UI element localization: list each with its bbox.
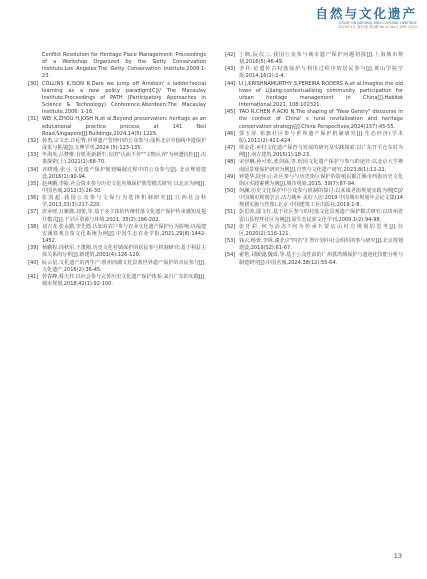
reference-entry [28,245,206,259]
journal-issue-line: 2025年4月 第10卷 第2期 Vol.10 No.2 APR. 2025 [338,25,417,29]
reference-entry [225,109,403,130]
reference-text: 郭玉屏.祁旗社区参与世界遗产保护机制研究[J].生态经济(学术版),2011(2):421-424. [239,130,403,144]
reference-number: [34] [28,166,39,173]
reference-entry [28,116,206,137]
reference-number: [41] [28,273,39,280]
reference-number: [46] [225,130,236,137]
page-number: 13 [393,552,402,560]
reference-text: 彭思涛,邸文红.基于社区参与的村落文化景观遗产保护模式研究:以贵州省雷山县控拜社区为例[J].原生态民族文化学刊,2009,1(2):94-98. [239,209,403,223]
reference-text: 张国超.我国公众参与文保行为选择机制研究[J].江西社会科学,2013,33(3):217-220. [42,195,206,209]
reference-entry [225,174,403,188]
reference-number: [42] [225,52,236,58]
reference-text: 齐晓瑾,张弓.文化遗产保护规划编制过程中的公众参与[J]. 北京规划建设,2016(1):90-94. [42,166,206,180]
reference-text: WEI X,ZHOU H,JOSH N,et al.Beyond preservation: heritage as an educational practice process at 141 Neil Road,Singapore[J].Buildings,2024,14(5):1225. [42,116,206,137]
reference-number: [44] [225,80,236,87]
reference-text: TAO R,CHEN P,ACKI N.The shaping of "New Gentry" discourse in the context of China' s rural revitalization and heritage conservation strategy[J].China Perspectives,2024(137):45-55. [239,109,403,130]
reference-column-right [225,52,403,267]
reference-number: [45] [225,109,236,116]
reference-text: 谭金花.乡村文化遗产保育与发展的研究及实践探索:以广东开平仓东村为例[J].南方建筑,2015(1):18-23. [239,145,403,159]
reference-number: [36] [28,195,39,202]
reference-entry [28,181,206,195]
reference-number: [32] [28,137,39,144]
reference-text: 张牙彩.何为活态?何为传承?:要店山村庄规划的思考[J].住区,2020(2):116-121. [239,223,403,237]
journal-masthead [299,7,417,30]
reference-number: [53] [225,238,236,245]
reference-entry [225,52,403,66]
reference-text: 阮云星,文化遗产的再生产:机州西湖文化景观世界遗产保护的市民参与[J].文化遗产,2016(2):36-45. [42,259,206,273]
reference-entry [225,209,403,223]
reference-text: 丁枫,阮仪三.我国公众参与城市遗产保护问题初探[J].上海城市规划,2016(5):46-49. [239,52,403,66]
reference-column-left [28,52,206,288]
reference-text: 宋伊琳,孙可欣,张剑嵩,等.校园文化遗产保护与参与的途径:以北京大学燕南园景观保护研究为例[J].自然与文化遗产研究,2023,8(1):12-21. [239,159,403,173]
reference-entry [225,131,403,145]
reference-number: [40] [28,259,39,266]
reference-text: 翟艳,刘敏婕,魏成,等.基于公众性前的广州荔湾城保护与遗迹化技能分析与制建研究[J].中国名城,2024,38(12):55-64. [239,252,403,266]
reference-entry [28,152,206,166]
reference-entry [225,145,403,159]
reference-number: [31] [28,116,39,123]
reference-text: 刘吉龙,张永勤,李先德.认知对农户参与农业文化遗产保护行为影响:以福建安溪铁观音茶文化系统为例[J].中国生态农业学报,2021,29(8):1442-1452. [42,223,206,245]
reference-text: 赵燕鹏,李振.社会资本参与历史文化名城保护典型模式研究 以北京为例[J].中国名城,2012(3):26-30. [42,180,206,194]
reference-entry [225,224,403,238]
reference-entry [225,159,403,173]
reference-number: [30] [28,80,39,87]
reference-entry [28,224,206,245]
reference-entry [28,138,206,152]
reference-text: 何澜.历史文化保护中公众参与机制的探讨:以某镇老街规划实践为例[C]//中国城市规划学会.活力城乡 美好人居:2019 中国城市规划年会论文集(14规划实施与管理).北京:中国建筑工业出版社,2019:1-8. [239,187,404,209]
reference-number: [43] [225,66,236,73]
reference-number: [48] [225,159,236,166]
reference-text: LI J,KRISHNAMURTHY S,PEREIRA RODERS A,et al.Imagine the old town of Lijiang:contextualising community participation for urban heritage management in China[J].Habitat International,2021, 108:102321. [239,80,403,109]
reference-entry [225,252,403,266]
reference-number: [39] [28,245,39,252]
reference-entry [225,81,403,110]
reference-text: 毕海英,吕梦维.有机更新新生:有的"认而不养""文物认养"为何遭抗拒[J].决策探索(上),2021(1):68-70. [42,152,206,166]
reference-text: 唐承财,万紫微,刘蕾,等.基于多主体的传统村落文化遗产保护传承感知及提升模式[J].干旱区资源与环境,2021, 35(2):196-202. [42,209,206,223]
reference-entry [28,81,206,117]
reference-number: [47] [225,145,236,152]
reference-number: [33] [28,152,39,159]
reference-entry [28,209,206,223]
journal-title: 自然与文化遗产 [315,6,417,21]
reference-text: 曾春峰,蔡天抒.以社会参与完善历史文化遗产保护体系:来自广东的实践[J].城市规划,2018,42(1):92-100. [42,273,206,287]
reference-number: [52] [225,223,236,230]
reference-entry [28,260,206,274]
reference-number: [37] [28,209,39,216]
reference-text: 钟楚华,陆怀云.社区参与与历史街区保护的影响以都江堰市西街历史文化街区实践案例为例[J].城市规划,2015, 39(7):87-94. [239,173,403,187]
reference-entry [28,195,206,209]
reference-number: [50] [225,187,236,194]
reference-text: 钱云,杨蕾,李林.湖北京"四名"汇智计划中社会组织的参与研究[J].北京规划建设,2019(S2):61-67. [239,238,403,252]
reference-entry [225,66,403,80]
reference-entry [225,238,403,252]
reference-number: [54] [225,252,236,259]
reference-number: [51] [225,209,236,216]
reference-entry [225,188,403,209]
reference-text: 李祥.论遗传古村落保护与利用过程中的居民参与[J].黄山学院学报,2014,16(2):1-4. [239,66,403,80]
reference-number: [35] [28,180,39,187]
reference-text: 杨鹏程,周秋军,王董刚.历史文化村镇保护的居民参与机制研究:基于利益主体关系的分析[J].新建筑,2001(4):126-129. [42,245,206,259]
journal-english-title: STUDY ON NATURAL AND CULTURAL HERITAGE [338,21,417,25]
reference-text: COLLINS K,ISON R.Dare we jump off Arnstein' s ladder?social learning as a new policy paradigm[C]// The Macaulay Institute.Proceedings of PATH (Participatory Approaches in Science & Technology) Conference.Aberdeen:The Macaulay Institute,2006: 1-16. [42,80,206,116]
reference-text: 孙勇,宗文忠,许纪秀.世界遗产管理中的公众参与:浅析北京中轴线申遗保护成果与挑战[J].文博学刊,2024 (5):123-135. [42,137,206,152]
reference-number: [49] [225,173,236,180]
reference-continuation: Conflict Resolution for Heritage Place Management: Proceedings of a Workshop Organized by the Getty Conservation Institute.Los Angeles:The Getty Conservation Institute,2009:1-23. [42,52,206,80]
reference-entry [28,274,206,288]
reference-entry [28,167,206,181]
reference-number: [38] [28,223,39,230]
